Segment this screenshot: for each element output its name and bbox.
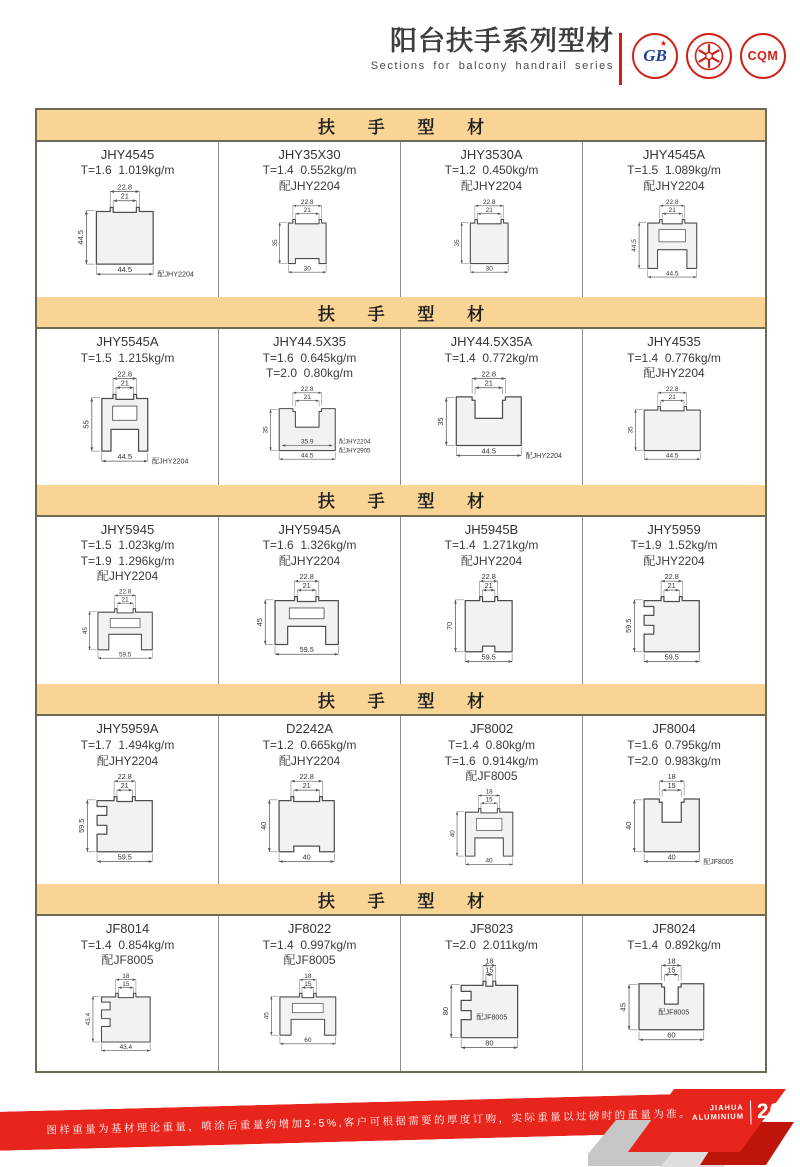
svg-text:15: 15: [121, 981, 129, 989]
profile-name: JH5945B: [464, 521, 519, 537]
svg-text:70: 70: [445, 622, 455, 631]
profile-name: JHY35X30: [278, 147, 341, 162]
page-subtitle: Sections for balcony handrail series: [370, 59, 614, 72]
svg-text:配JF8005: 配JF8005: [703, 859, 734, 867]
profile-drawing: [219, 195, 400, 294]
profile-cell-JHY5545A: [37, 329, 219, 484]
svg-text:45: 45: [255, 618, 265, 627]
svg-text:35: 35: [271, 239, 279, 247]
profile-name: JHY4545A: [642, 147, 706, 162]
svg-text:15: 15: [667, 965, 676, 975]
profile-name: JHY4545: [100, 147, 155, 162]
profile-spec: 配JF8005: [465, 769, 518, 784]
svg-text:55: 55: [81, 420, 91, 429]
profile-spec: 配JHY2204: [460, 179, 523, 194]
profile-drawing: [37, 769, 218, 881]
svg-text:45: 45: [262, 1012, 270, 1020]
brand-name: [692, 1103, 744, 1122]
svg-text:18: 18: [667, 772, 676, 782]
star-icon: ★: [659, 39, 667, 48]
svg-text:18: 18: [303, 973, 311, 981]
section-header-2: 扶 手 型 材: [37, 297, 765, 329]
cqm-certification-logo: [740, 33, 786, 79]
profile-spec: T=1.4 1.271kg/m: [444, 537, 539, 552]
profile-cell-JHY5959: [583, 517, 765, 685]
svg-text:21: 21: [120, 191, 130, 201]
profile-spec: T=1.6 1.326kg/m: [262, 537, 357, 552]
profile-drawing: [583, 382, 765, 481]
profile-name: JF8024: [652, 921, 696, 937]
page-number: 207: [756, 1098, 796, 1123]
svg-text:22.8: 22.8: [117, 182, 133, 192]
profile-drawing: [401, 366, 582, 481]
profile-spec: T=1.9 1.296kg/m: [80, 553, 175, 568]
snowflake-icon: [692, 39, 726, 73]
page-title: 阳台扶手系列型材: [390, 26, 614, 56]
profile-spec: T=1.4 0.772kg/m: [444, 350, 539, 365]
section-header-3: 扶 手 型 材: [37, 485, 765, 517]
svg-text:18: 18: [121, 973, 129, 981]
profile-name: D2242A: [286, 721, 333, 737]
profile-spec: T=1.4 0.854kg/m: [80, 937, 175, 952]
svg-text:22.8: 22.8: [664, 572, 679, 582]
profile-drawing: [401, 953, 582, 1068]
profile-cell-JHY5945A: [219, 517, 401, 685]
svg-text:35: 35: [627, 426, 635, 434]
svg-text:21: 21: [667, 581, 676, 591]
svg-text:44.5: 44.5: [117, 452, 133, 462]
svg-text:30: 30: [485, 265, 493, 273]
svg-text:22.8: 22.8: [299, 572, 315, 582]
svg-text:40: 40: [485, 857, 493, 865]
profile-spec: T=1.6 0.914kg/m: [444, 753, 539, 768]
profile-spec: T=2.0 0.80kg/m: [265, 366, 354, 381]
profile-cell-JHY44.5X35A: [401, 329, 583, 484]
svg-text:60: 60: [303, 1037, 311, 1045]
profile-spec: T=1.9 1.52kg/m: [630, 537, 718, 552]
svg-text:44.5: 44.5: [117, 265, 133, 275]
svg-text:配JHY2204: 配JHY2204: [525, 452, 563, 461]
svg-text:59.5: 59.5: [119, 651, 132, 659]
svg-text:18: 18: [484, 956, 494, 966]
profile-cell-JHY35X30: [219, 142, 401, 297]
svg-text:59.5: 59.5: [117, 852, 133, 862]
svg-text:44.5: 44.5: [301, 452, 314, 460]
profile-drawing: [219, 382, 400, 481]
profile-drawing: [583, 195, 765, 294]
profile-cell-D2242A: [219, 716, 401, 884]
profile-name: JHY5945: [100, 521, 155, 537]
svg-text:35: 35: [262, 426, 270, 434]
profile-name: JF8014: [105, 921, 150, 937]
svg-text:44.5: 44.5: [481, 446, 497, 456]
section-row-1: [37, 142, 765, 297]
profile-drawing: [401, 195, 582, 294]
svg-text:40: 40: [667, 852, 676, 862]
profile-spec: T=2.0 2.011kg/m: [445, 937, 538, 952]
svg-text:60: 60: [667, 1031, 676, 1041]
profile-spec: T=1.4 0.80kg/m: [447, 737, 536, 752]
svg-text:22.8: 22.8: [483, 198, 496, 206]
profile-name: JF8022: [287, 921, 332, 937]
svg-text:59.5: 59.5: [299, 645, 315, 655]
profile-drawing: [583, 569, 765, 681]
profile-drawing: [219, 769, 400, 881]
profile-spec: T=1.5 1.089kg/m: [627, 163, 721, 178]
svg-text:21: 21: [121, 596, 129, 604]
profile-name: JHY44.5X35: [273, 334, 346, 350]
profile-spec: T=1.4 0.997kg/m: [262, 937, 357, 952]
svg-text:21: 21: [485, 581, 494, 591]
profile-drawing: [401, 569, 582, 681]
svg-text:35: 35: [453, 239, 461, 247]
profile-drawing: [37, 585, 218, 681]
svg-text:40: 40: [623, 822, 633, 831]
gb-logo-text: GB: [643, 46, 667, 65]
svg-text:22.8: 22.8: [665, 198, 679, 206]
profile-spec: T=2.0 0.983kg/m: [627, 753, 721, 768]
section-row-5: [37, 916, 765, 1071]
profile-cell-JHY3530A: [401, 142, 583, 297]
profile-cell-JHY5945: [37, 517, 219, 685]
svg-text:21: 21: [484, 378, 494, 388]
svg-text:18: 18: [485, 788, 493, 796]
profile-spec: 配JHY2204: [643, 553, 705, 568]
profile-spec: T=1.2 0.665kg/m: [262, 737, 357, 752]
svg-text:80: 80: [440, 1007, 450, 1016]
svg-text:59.5: 59.5: [77, 819, 87, 834]
profile-spec: 配JHY2204: [96, 753, 159, 768]
svg-text:21: 21: [120, 378, 130, 388]
svg-text:22.8: 22.8: [117, 369, 133, 379]
svg-text:21: 21: [303, 394, 311, 402]
svg-text:22.8: 22.8: [481, 572, 497, 582]
profile-name: JHY3530A: [460, 147, 523, 162]
svg-text:40: 40: [259, 822, 269, 831]
profile-drawing: [583, 953, 765, 1068]
section-row-2: [37, 329, 765, 484]
profile-drawing: [37, 366, 218, 481]
profile-name: JF8023: [469, 921, 514, 937]
svg-text:43.4: 43.4: [84, 1013, 92, 1026]
profile-cell-JHY4535: [583, 329, 765, 484]
profile-spec: 配JHY2204: [278, 753, 341, 768]
profile-cell-JHY4545: [37, 142, 219, 297]
svg-text:配JF8005: 配JF8005: [658, 1008, 690, 1017]
svg-text:22.8: 22.8: [299, 772, 315, 782]
svg-text:44.5: 44.5: [630, 239, 638, 252]
svg-text:22.8: 22.8: [117, 772, 133, 782]
svg-text:59.5: 59.5: [481, 652, 497, 662]
profile-drawing: [583, 769, 765, 881]
profile-drawing: [401, 785, 582, 881]
profile-spec: T=1.6 1.019kg/m: [80, 163, 175, 178]
profile-name: JHY5545A: [96, 334, 159, 350]
profile-spec: 配JHY2204: [96, 569, 159, 584]
svg-text:配JHY2204: 配JHY2204: [157, 270, 195, 279]
section-row-3: [37, 517, 765, 685]
svg-text:30: 30: [303, 265, 311, 273]
svg-text:配JF8005: 配JF8005: [476, 1014, 507, 1023]
svg-text:21: 21: [121, 781, 130, 791]
profile-cell-JF8023: [401, 916, 583, 1071]
profile-spec: T=1.4 0.892kg/m: [627, 937, 721, 952]
svg-text:40: 40: [303, 852, 312, 862]
certification-logos: [632, 33, 786, 79]
profile-name: JHY5945A: [278, 521, 341, 537]
profile-spec: T=1.6 0.645kg/m: [262, 350, 357, 365]
profile-spec: 配JHY2204: [643, 366, 705, 381]
profile-spec: T=1.2 0.450kg/m: [444, 163, 539, 178]
profile-cell-JF8014: [37, 916, 219, 1071]
profile-spec: T=1.4 0.776kg/m: [627, 350, 721, 365]
profile-drawing: [37, 969, 218, 1068]
profile-table: [35, 108, 767, 1073]
profile-spec: 配JF8005: [101, 953, 154, 968]
svg-text:15: 15: [303, 981, 311, 989]
profile-drawing: [37, 179, 218, 294]
brand-line2: ALUMINIUM: [691, 1111, 745, 1122]
svg-text:21: 21: [303, 581, 312, 591]
profile-spec: 配JHY2204: [278, 179, 341, 194]
svg-text:44.5: 44.5: [76, 230, 86, 245]
svg-text:35: 35: [436, 417, 446, 427]
brand-line1: JIAHUA: [709, 1102, 744, 1113]
svg-text:45: 45: [618, 1003, 628, 1012]
svg-text:80: 80: [484, 1038, 494, 1048]
section-header-1: 扶 手 型 材: [37, 110, 765, 142]
profile-drawing: [219, 969, 400, 1068]
profile-spec: 配JF8005: [283, 953, 336, 968]
cqm-logo-text: CQM: [747, 49, 779, 63]
profile-cell-JF8004: [583, 716, 765, 884]
svg-text:22.8: 22.8: [119, 588, 132, 596]
svg-text:22.8: 22.8: [301, 198, 314, 206]
profile-spec: 配JHY2204: [460, 553, 523, 568]
footer-brand: [692, 1099, 796, 1126]
svg-text:43.4: 43.4: [119, 1044, 132, 1052]
profile-spec: T=1.5 1.023kg/m: [80, 537, 175, 552]
profile-cell-JF8024: [583, 916, 765, 1071]
section-header-4: 扶 手 型 材: [37, 684, 765, 716]
svg-text:59.5: 59.5: [623, 619, 633, 634]
svg-text:45: 45: [82, 627, 90, 635]
svg-text:22.8: 22.8: [481, 369, 497, 379]
svg-text:15: 15: [484, 965, 494, 975]
profile-cell-JHY5959A: [37, 716, 219, 884]
profile-cell-JF8022: [219, 916, 401, 1071]
profile-cell-JF8002: [401, 716, 583, 884]
svg-text:配JHY2204: 配JHY2204: [152, 457, 189, 466]
profile-name: JHY44.5X35A: [450, 334, 533, 350]
svg-text:40: 40: [449, 830, 457, 838]
svg-text:15: 15: [667, 781, 676, 791]
footer-note: 图样重量为基材理论重量，喷涂后重量约增加3-5%,客户可根据需要的厚度订购，实际重量以过磅时的重量为准。: [46, 1107, 693, 1137]
svg-text:21: 21: [303, 781, 312, 791]
profile-name: JHY4535: [647, 334, 701, 350]
profile-spec: 配JHY2204: [643, 179, 705, 194]
svg-text:59.5: 59.5: [664, 652, 679, 662]
svg-text:44.5: 44.5: [665, 452, 679, 460]
svg-text:21: 21: [303, 206, 311, 214]
page-header: [371, 27, 614, 72]
profile-name: JF8002: [469, 721, 514, 737]
profile-cell-JHY44.5X35: [219, 329, 401, 484]
section-row-4: [37, 716, 765, 884]
profile-spec: 配JHY2204: [278, 553, 341, 568]
profile-spec: T=1.6 0.795kg/m: [627, 737, 721, 752]
svg-text:配JHY2905: 配JHY2905: [338, 447, 371, 455]
profile-name: JHY5959: [647, 521, 701, 537]
svg-text:15: 15: [485, 796, 493, 804]
profile-cell-JHY4545A: [583, 142, 765, 297]
profile-name: JF8004: [652, 721, 696, 737]
profile-cell-JH5945B: [401, 517, 583, 685]
gb-certification-logo: [632, 33, 678, 79]
svg-text:18: 18: [667, 956, 676, 966]
profile-name: JHY5959A: [96, 721, 159, 737]
svg-text:44.5: 44.5: [665, 270, 679, 278]
profile-spec: T=1.4 0.552kg/m: [262, 163, 357, 178]
svg-text:21: 21: [668, 394, 676, 402]
svg-text:22.8: 22.8: [665, 386, 679, 394]
brand-divider: [750, 1100, 752, 1124]
header-divider: [619, 33, 622, 85]
svg-text:21: 21: [485, 206, 493, 214]
profile-drawing: [219, 569, 400, 681]
quality-certification-logo: [686, 33, 732, 79]
section-header-5: 扶 手 型 材: [37, 884, 765, 916]
profile-spec: T=1.7 1.494kg/m: [80, 737, 175, 752]
profile-spec: T=1.5 1.215kg/m: [80, 350, 175, 365]
svg-text:22.8: 22.8: [301, 386, 314, 394]
svg-text:配JHY2204: 配JHY2204: [338, 438, 371, 446]
svg-text:21: 21: [668, 206, 676, 214]
svg-text:35.9: 35.9: [301, 438, 314, 446]
